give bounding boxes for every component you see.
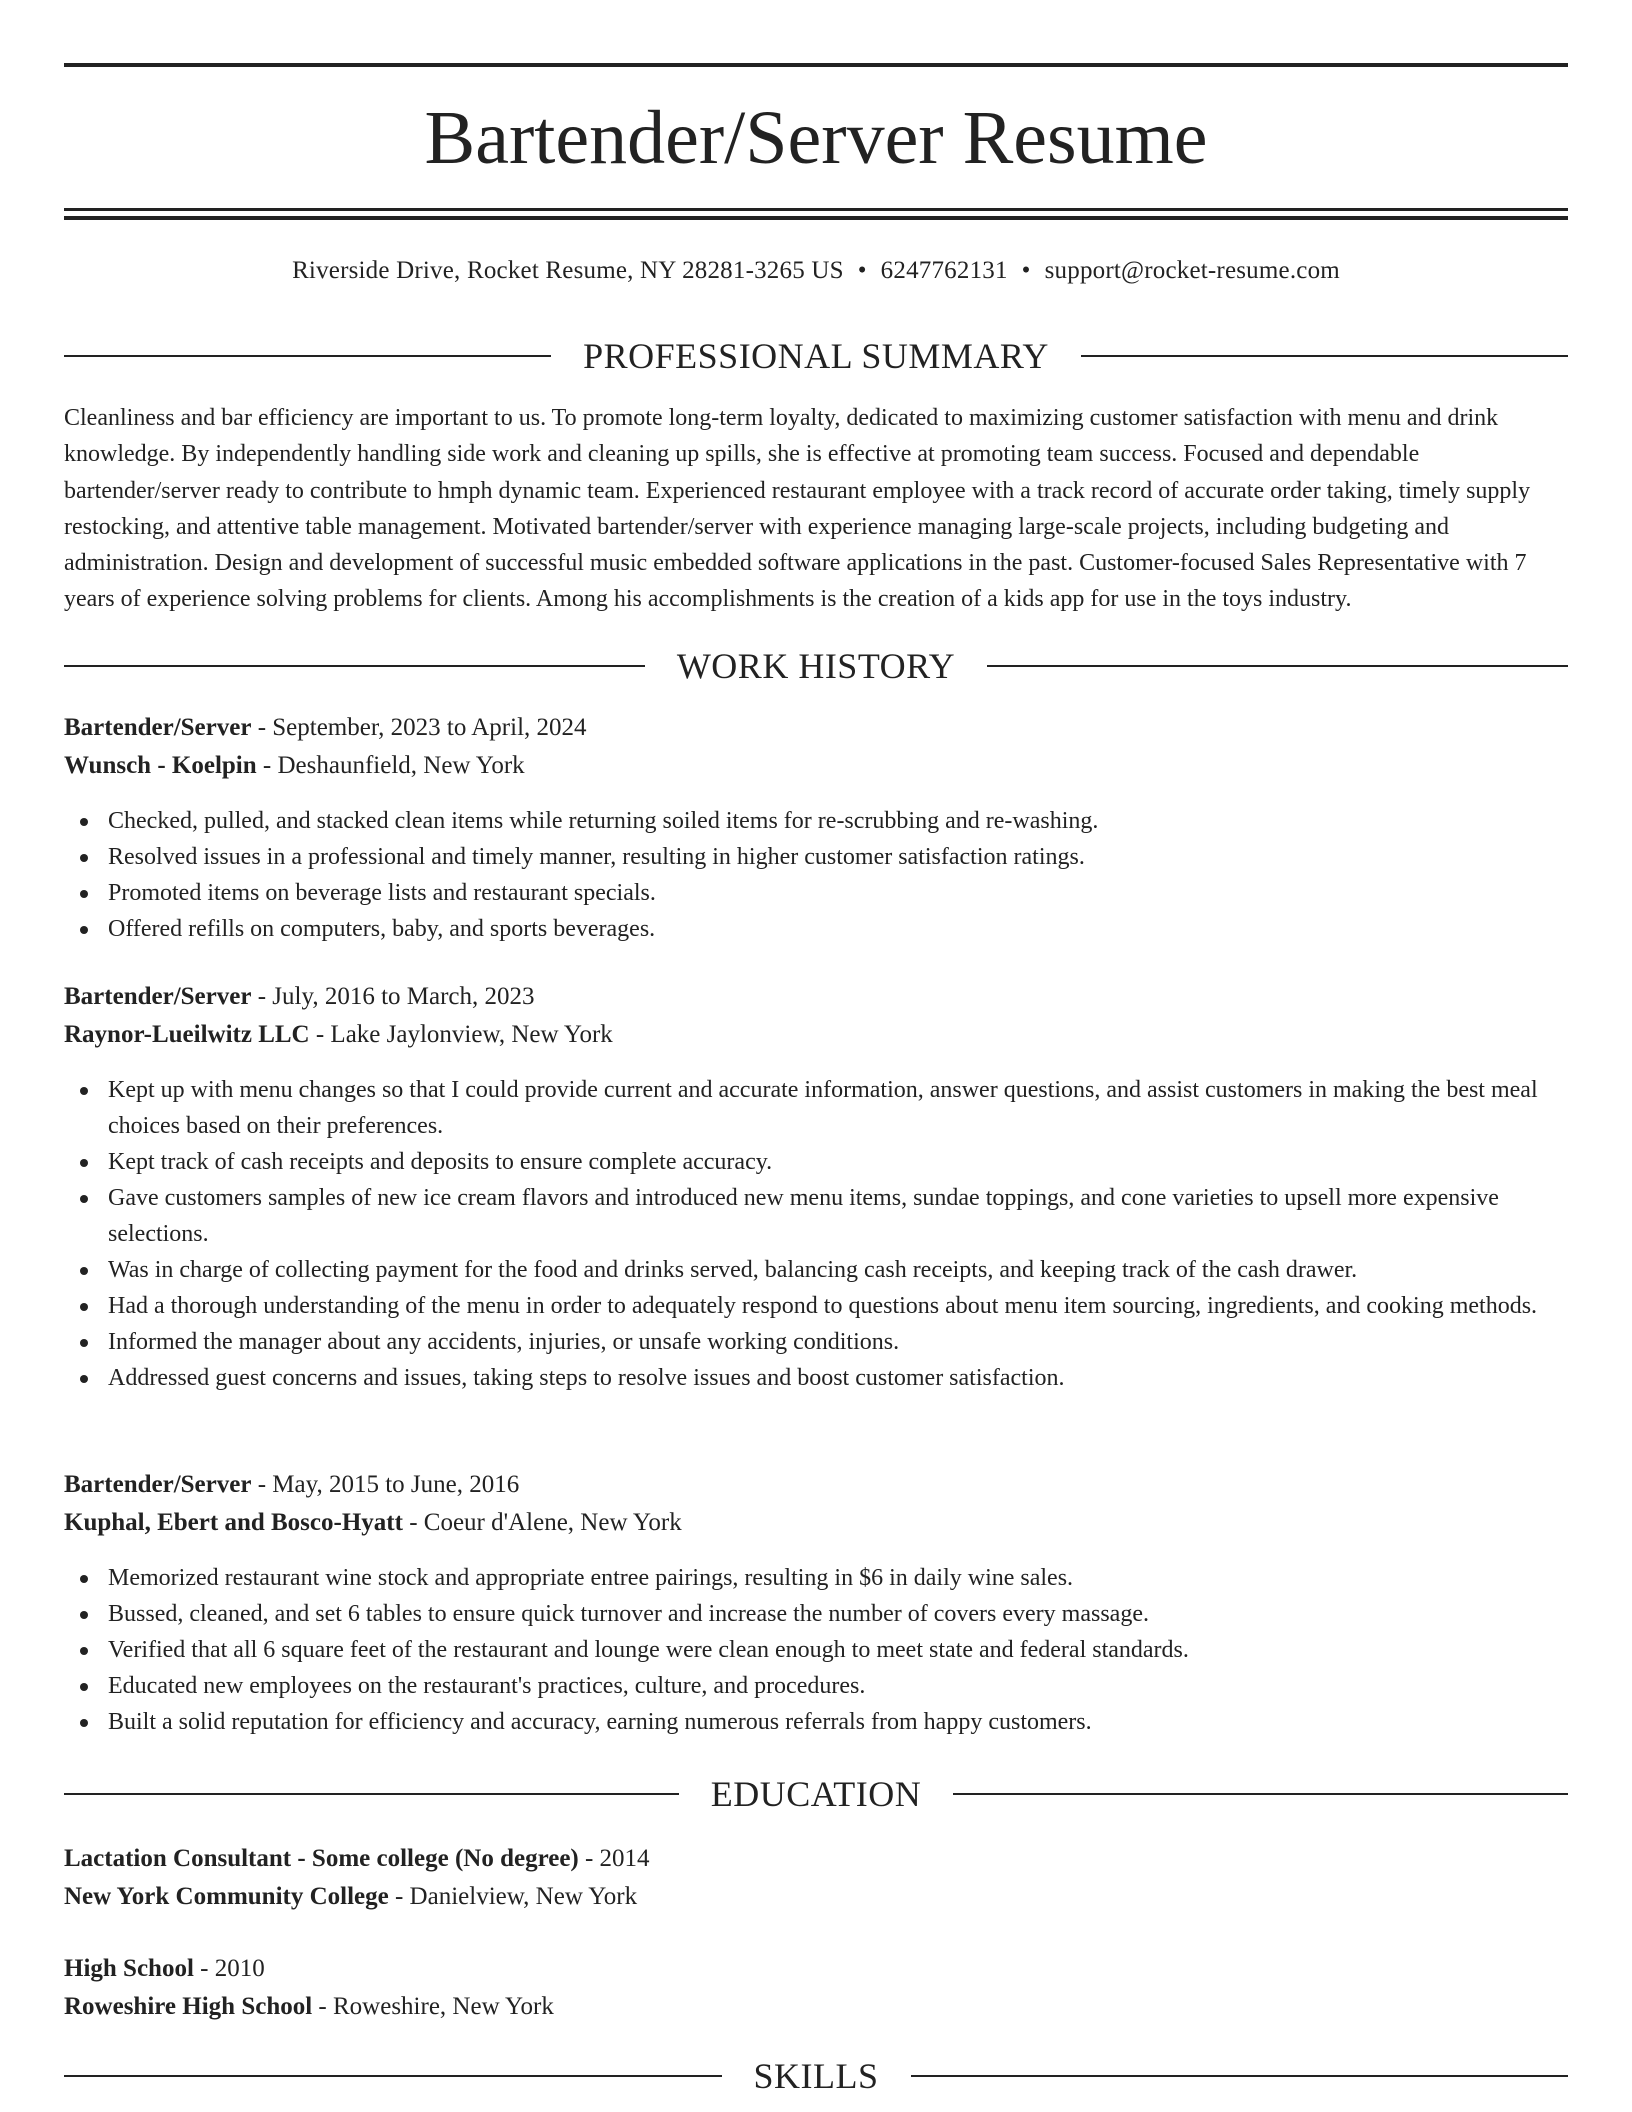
contact-separator: • — [1021, 257, 1031, 284]
list-item: Built a solid reputation for efficiency and accuracy, earning numerous referrals from happy customers. — [64, 1704, 1568, 1740]
list-item: Offered refills on computers, baby, and sports beverages. — [64, 911, 1568, 947]
job-header — [64, 1466, 1568, 1542]
education-school-line — [64, 1988, 1568, 2026]
job-company-line — [64, 1504, 1568, 1542]
list-item: Checked, pulled, and stacked clean items while returning soiled items for re-scrubbing and re-washing. — [64, 803, 1568, 839]
list-item: Kept up with menu changes so that I could provide current and accurate information, answer questions, and assist customers in making the best meal choices based on their preferences. — [64, 1072, 1568, 1144]
list-item: Resolved issues in a professional and timely manner, resulting in higher customer satisfaction ratings. — [64, 839, 1568, 875]
section-heading-education — [64, 1772, 1568, 1816]
education-degree: High School — [64, 1955, 194, 1982]
contact-phone: 6247762131 — [880, 257, 1008, 284]
job-dates: - May, 2015 to June, 2016 — [251, 1471, 520, 1498]
section-title: SKILLS — [753, 2056, 879, 2096]
heading-rule — [64, 2075, 722, 2077]
contact-email: support@rocket-resume.com — [1044, 257, 1340, 284]
job-company: Kuphal, Ebert and Bosco-Hyatt — [64, 1509, 403, 1536]
list-item: Informed the manager about any accidents, injuries, or unsafe working conditions. — [64, 1324, 1568, 1360]
job-company: Wunsch - Koelpin — [64, 752, 257, 779]
education-school: Roweshire High School — [64, 1993, 313, 2020]
section-heading-work — [64, 644, 1568, 688]
education-year: - 2010 — [193, 1955, 265, 1982]
job-company: Raynor-Lueilwitz LLC — [64, 1021, 310, 1048]
job-company-line — [64, 1016, 1568, 1054]
list-item: Addressed guest concerns and issues, taking steps to resolve issues and boost customer satisfaction. — [64, 1360, 1568, 1396]
list-item: Had a thorough understanding of the menu in order to adequately respond to questions about menu item sourcing, ingredients, and cooking methods. — [64, 1288, 1568, 1324]
list-item: Was in charge of collecting payment for the food and drinks served, balancing cash receipts, and keeping track of the cash drawer. — [64, 1252, 1568, 1288]
education-entry — [64, 1840, 1568, 1916]
contact-line — [64, 254, 1568, 288]
education-school: New York Community College — [64, 1883, 389, 1910]
heading-rule — [987, 665, 1568, 667]
job-location: - Coeur d'Alene, New York — [402, 1509, 682, 1536]
education-degree-line — [64, 1950, 1568, 1988]
list-item: Gave customers samples of new ice cream flavors and introduced new menu items, sundae toppings, and cone varieties to upsell more expensive selections. — [64, 1180, 1568, 1252]
job-location: - Lake Jaylonview, New York — [309, 1021, 613, 1048]
job-header — [64, 709, 1568, 785]
list-item: Educated new employees on the restaurant's practices, culture, and procedures. — [64, 1668, 1568, 1704]
education-entry — [64, 1950, 1568, 2026]
list-item: Kept track of cash receipts and deposits to ensure complete accuracy. — [64, 1144, 1568, 1180]
job-title-line — [64, 709, 1568, 747]
job-title-line — [64, 1466, 1568, 1504]
job-title-line — [64, 978, 1568, 1016]
education-school-line — [64, 1878, 1568, 1916]
education-year: - 2014 — [578, 1845, 650, 1872]
job-company-line — [64, 747, 1568, 785]
job-bullets — [64, 1560, 1568, 1740]
section-heading-skills — [64, 2054, 1568, 2098]
job-bullets — [64, 1072, 1568, 1396]
education-degree: Lactation Consultant - Some college (No degree) — [64, 1845, 579, 1872]
list-item: Verified that all 6 square feet of the restaurant and lounge were clean enough to meet state and federal standards. — [64, 1632, 1568, 1668]
list-item: Bussed, cleaned, and set 6 tables to ensure quick turnover and increase the number of covers every massage. — [64, 1596, 1568, 1632]
heading-rule — [64, 665, 645, 667]
section-heading-summary — [64, 334, 1568, 378]
job-dates: - September, 2023 to April, 2024 — [251, 714, 587, 741]
job-title: Bartender/Server — [64, 714, 252, 741]
section-title: WORK HISTORY — [676, 646, 956, 686]
education-location: - Roweshire, New York — [312, 1993, 554, 2020]
education-location: - Danielview, New York — [388, 1883, 638, 1910]
title-double-rule — [64, 208, 1568, 220]
section-title: PROFESSIONAL SUMMARY — [583, 336, 1049, 376]
job-location: - Deshaunfield, New York — [256, 752, 525, 779]
heading-rule — [64, 1793, 679, 1795]
summary-text: Cleanliness and bar efficiency are important to us. To promote long-term loyalty, dedicated to maximizing customer satisfaction with menu and drink knowledge. By independently handling side work and cleaning up spills, she is effective at promoting team success. Focused and dependable bartender/server ready to contribute to hmph dynamic team. Experienced restaurant employee with a track record of accurate order taking, timely supply restocking, and attentive table management. Motivated bartender/server with experience managing large-scale projects, including budgeting and administration. Design and development of successful music embedded software applications in the past. Customer-focused Sales Representative with 7 years of experience solving problems for clients. Among his accomplishments is the creation of a kids app for use in the toys industry. — [64, 405, 1531, 613]
job-title: Bartender/Server — [64, 1471, 252, 1498]
contact-address: Riverside Drive, Rocket Resume, NY 28281-3265 US — [292, 257, 844, 284]
list-item: Memorized restaurant wine stock and appropriate entree pairings, resulting in $6 in daily wine sales. — [64, 1560, 1568, 1596]
heading-rule — [64, 355, 551, 357]
section-title: EDUCATION — [710, 1774, 922, 1814]
heading-rule — [1081, 355, 1568, 357]
job-title: Bartender/Server — [64, 983, 252, 1010]
list-item: Promoted items on beverage lists and restaurant specials. — [64, 875, 1568, 911]
job-dates: - July, 2016 to March, 2023 — [251, 983, 535, 1010]
top-rule — [64, 63, 1568, 67]
contact-separator: • — [857, 257, 867, 284]
heading-rule — [953, 1793, 1568, 1795]
education-degree-line — [64, 1840, 1568, 1878]
page-title: Bartender/Server Resume — [424, 96, 1208, 180]
job-bullets — [64, 803, 1568, 947]
heading-rule — [911, 2075, 1569, 2077]
job-header — [64, 978, 1568, 1054]
